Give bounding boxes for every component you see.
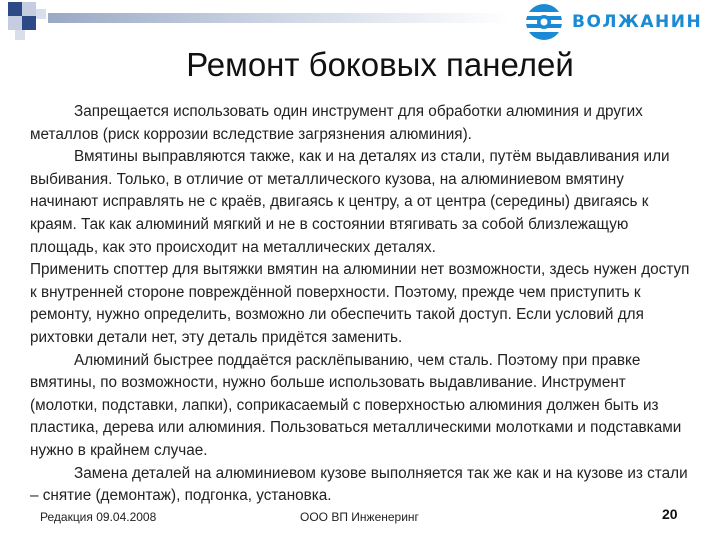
- header-bar: [48, 13, 510, 23]
- brand-logo: [520, 2, 716, 42]
- paragraph: Замена деталей на алюминиевом кузове выполняется так же как и на кузове из стали – снятие (демонтаж), подгонка, установка.: [30, 464, 688, 505]
- footer-company: ООО ВП Инженеринг: [300, 510, 419, 524]
- content-body: [30, 101, 694, 508]
- paragraph: Применить споттер для вытяжки вмятин на алюминии нет возможности, здесь нужен доступ к внутренней стороне повреждённой поверхности. Поэтому, прежде чем приступить к ремонту, нужно определить, возможно ли обеспечить такой доступ. Если условий для рихтовки детали нет, эту деталь придётся заменить.: [30, 261, 690, 346]
- footer-edition: Редакция 09.04.2008: [40, 510, 157, 524]
- paragraph: Вмятины выправляются также, как и на деталях из стали, путём выдавливания или выбивания. Только, в отличие от металлического кузова, на алюминиевом вмятину начинают исправлять не с краёв, двигаясь к центру, а от центра (середины) двигаясь к краям. Так как алюминий мягкий и не в состоянии втягивать за собой близлежащую площадь, как это происходит на металлических деталях.: [30, 148, 670, 256]
- corner-squares-icon: [0, 0, 80, 50]
- logo-text: ВОЛЖАНИН: [572, 12, 703, 32]
- volzhanin-logo-icon: [520, 2, 568, 42]
- paragraph: Запрещается использовать один инструмент для обработки алюминия и других металлов (риск коррозии вследствие загрязнения алюминия).: [30, 103, 643, 143]
- page-number: 20: [662, 506, 678, 522]
- paragraph: Алюминий быстрее поддаётся расклёпыванию, чем сталь. Поэтому при правке вмятины, по возможности, нужно больше использовать выдавливание. Инструмент (молотки, подставки, лапки), соприкасаемый с поверхностью алюминия должен быть из пластика, дерева или алюминия. Пользоваться металлическими молотками и подставками нужно в крайнем случае.: [30, 351, 682, 459]
- page-title: Ремонт боковых панелей: [186, 46, 574, 83]
